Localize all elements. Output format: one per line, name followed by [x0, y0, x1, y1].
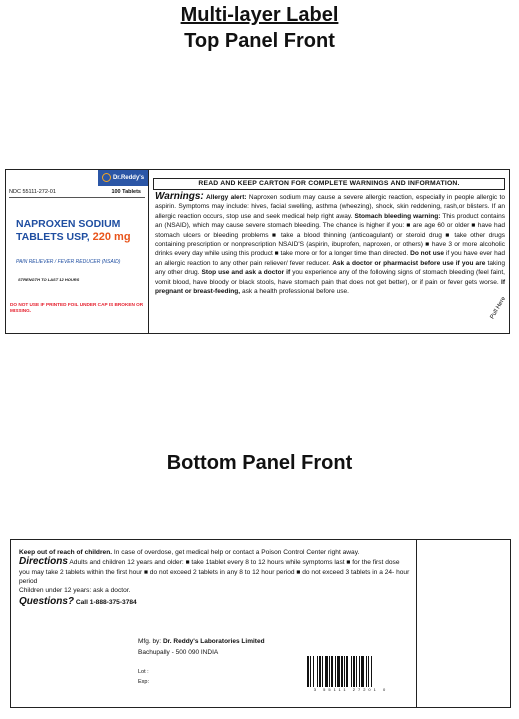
allergy-alert-label: Allergy alert: — [206, 194, 247, 201]
ndc-row — [9, 189, 145, 198]
mfg-name: Dr. Reddy's Laboratories Limited — [162, 638, 265, 645]
top-panel — [5, 169, 510, 334]
pregnant-text: ask a health professional before use. — [241, 288, 349, 296]
lot-exp — [138, 667, 149, 687]
ndc-number: NDC 55111-272-01 — [9, 189, 56, 195]
stomach-warning-text: This product contains an (NSAID), which may cause severe stomach bleeding. The chance is higher if you: ■ are age 60 or older ■ have had stomach ulcers or bleeding problems ■ take a blood thinning (anticoagulant) or steroid drug ■ take other drugs containing prescription or nonprescription NSAID'S (aspirin, ibuprofen, naproxen, or others) ■ have 3 or more alcoholic drinks every day while using this product ■ take more or for a longer time than directed. — [155, 212, 506, 258]
mfg-label: Mfg. by: — [138, 638, 162, 645]
do-not-use-label: Do not use — [410, 250, 445, 258]
product-name — [16, 218, 144, 244]
do-not-use-text: if you have ever had an allergic reaction to any other pain reliever/ fever reducer. — [155, 250, 506, 267]
exp-label: Exp: — [138, 679, 150, 685]
questions-paragraph — [19, 597, 411, 607]
stomach-warning-label: Stomach bleeding warning: — [354, 212, 441, 220]
strength-duration: STRENGTH TO LAST 12 HOURS — [18, 277, 80, 282]
ask-doctor-text: taking any other drug. — [155, 259, 505, 277]
tablet-count: 100 Tablets — [111, 189, 141, 195]
product-strength: 220 mg — [92, 231, 131, 243]
brand-logo-icon — [102, 173, 111, 182]
allergy-alert-text: Naproxen sodium may cause a severe allergic reaction, especially in people allergic to aspirin. Symptoms may include: hives, facial swelling, asthma (wheezing), shock, skin reddening, rash,or blisters. If an allergic reaction occurs, stop use and seek medical help right away. — [155, 194, 505, 220]
brand-name: Dr.Reddy's — [112, 175, 145, 181]
keep-out-text: In case of overdose, get medical help or contact a Poison Control Center right away. — [113, 549, 360, 556]
stop-use-text: you experience any of the following signs of stomach bleeding (feel faint, vomit blood, have bloody or black stools, have stomach pain that does not get better), or if pain or fever gets worse. — [155, 269, 505, 286]
keep-out-label: Keep out of reach of children. — [19, 549, 113, 556]
lot-label: Lot : — [138, 669, 149, 675]
bottom-panel-title: Bottom Panel Front — [166, 452, 353, 474]
top-panel-title: Top Panel Front — [184, 30, 335, 52]
product-indication: PAIN RELIEVER / FEVER REDUCER (NSAID) — [16, 259, 121, 265]
directions-text: Adults and children 12 years and older: ■ take 1tablet every 8 to 12 hours while symptoms last ■ for the first dose you may take 2 tablets within the first hour ■ do not exceed 2 tablets in any 8 to 12 hour period ■ do not exceed 3 tablets in a 24- hour period — [19, 559, 410, 585]
warnings-heading: Warnings: — [155, 191, 204, 202]
panel-divider — [416, 540, 417, 707]
bottom-panel — [10, 539, 511, 708]
pregnant-label: If pregnant or breast-feeding, — [155, 278, 505, 296]
front-label-section — [6, 170, 149, 333]
ask-doctor-label: Ask a doctor or pharmacist before use if you are — [332, 259, 486, 267]
read-carton-notice: READ AND KEEP CARTON FOR COMPLETE WARNINGS AND INFORMATION. — [153, 178, 505, 190]
directions-section — [19, 548, 411, 608]
warnings-section — [151, 170, 509, 333]
stop-use-label: Stop use and ask a doctor if — [201, 269, 291, 277]
keep-out-paragraph — [19, 548, 411, 557]
questions-heading: Questions? — [19, 596, 75, 608]
barcode-number: 3 55111 27201 0 — [301, 687, 401, 692]
product-name-line1: NAPROXEN SODIUM — [16, 218, 121, 230]
mfg-address: Bachupally - 500 090 INDIA — [138, 649, 219, 656]
pull-here-tab[interactable]: Pull Here — [489, 295, 508, 321]
questions-phone: Call 1-888-375-3784 — [75, 599, 137, 607]
children-text: Children under 12 years: ask a doctor. — [19, 587, 131, 595]
product-name-line2: TABLETS USP, — [16, 231, 90, 243]
foil-warning: DO NOT USE IF PRINTED FOIL UNDER CAP IS BROKEN OR MISSING. — [10, 302, 144, 313]
main-title: Multi-layer Label — [180, 4, 339, 26]
directions-paragraph — [19, 557, 411, 586]
directions-heading: Directions — [19, 556, 68, 568]
brand-logo — [98, 170, 148, 186]
warnings-text — [155, 192, 505, 296]
manufacturer-info — [138, 636, 265, 658]
